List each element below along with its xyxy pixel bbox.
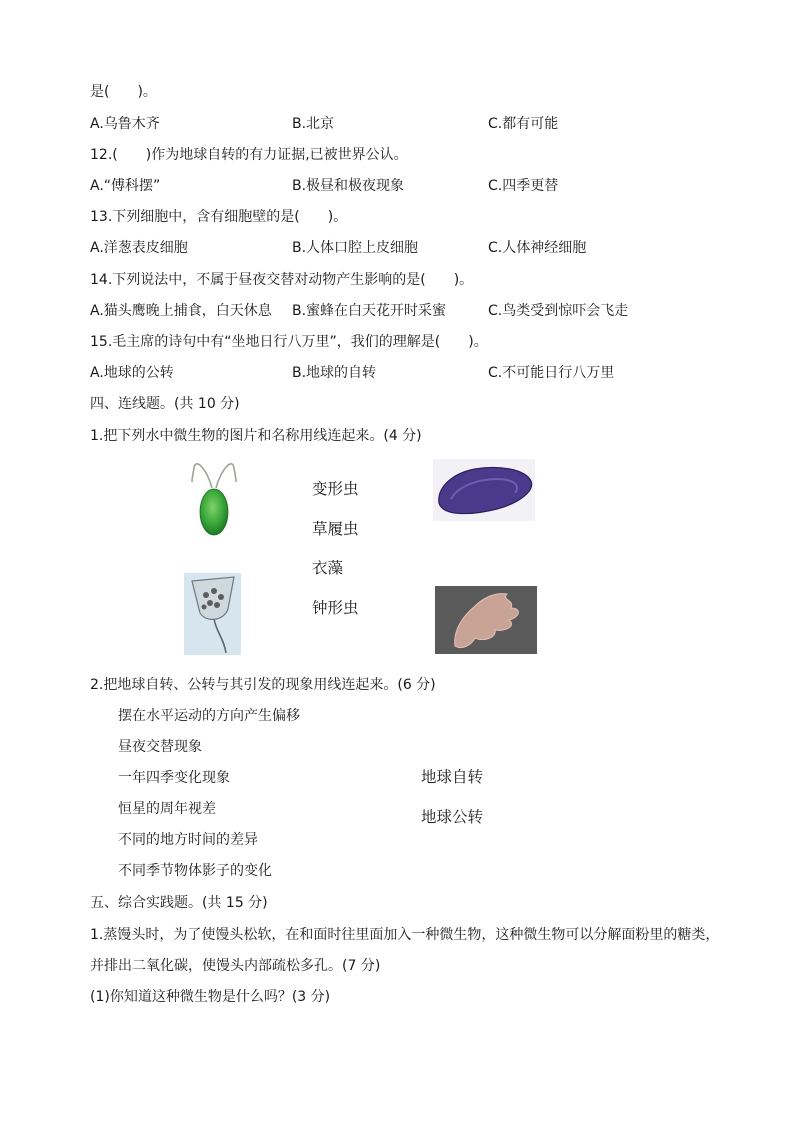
section5-q1-sub1: (1)你知道这种微生物是什么吗？(3 分) <box>90 989 331 1005</box>
q11-tail: 是( )。 <box>90 84 157 100</box>
section4-q2-stem: 2.把地球自转、公转与其引发的现象用线连起来。(6 分) <box>90 677 436 693</box>
section4-title: 四、连线题。(共 10 分) <box>90 396 240 412</box>
section5-q1-line1: 1.蒸馒头时，为了使馒头松软，在和面时往里面加入一种微生物，这种微生物可以分解面粉里的糖类， <box>90 927 720 943</box>
name-chlamydomonas: 衣藻 <box>312 559 344 577</box>
section5-q1-line2: 并排出二氧化碳，使馒头内部疏松多孔。(7 分) <box>90 958 381 974</box>
paramecium-image <box>435 586 537 654</box>
name-paramecium: 草履虫 <box>312 520 359 538</box>
q15-option-a: A.地球的公转 <box>90 365 174 381</box>
q12-option-b: B.极昼和极夜现象 <box>292 178 405 194</box>
q14-option-b: B.蜜蜂在白天花开时采蜜 <box>292 303 447 319</box>
q11-option-a: A.乌鲁木齐 <box>90 116 160 132</box>
q13-option-b: B.人体口腔上皮细胞 <box>292 240 419 256</box>
chlamydomonas-image <box>186 450 242 538</box>
cause-rotation: 地球自转 <box>421 768 484 786</box>
q11-option-c: C.都有可能 <box>488 116 559 132</box>
section5-title: 五、综合实践题。(共 15 分) <box>90 895 268 911</box>
q13-option-c: C.人体神经细胞 <box>488 240 587 256</box>
q11-option-b: B.北京 <box>292 116 335 132</box>
cause-revolution: 地球公转 <box>421 808 484 826</box>
phenomenon-item: 摆在水平运动的方向产生偏移 <box>118 708 300 724</box>
name-vorticella: 钟形虫 <box>312 599 359 617</box>
phenomenon-item: 昼夜交替现象 <box>118 739 202 755</box>
name-amoeba: 变形虫 <box>312 480 359 498</box>
phenomenon-item: 恒星的周年视差 <box>118 801 216 817</box>
q15-stem: 15.毛主席的诗句中有“坐地日行八万里”，我们的理解是( )。 <box>90 334 488 350</box>
phenomenon-item: 不同季节物体影子的变化 <box>118 863 272 879</box>
q14-stem: 14.下列说法中，不属于昼夜交替对动物产生影响的是( )。 <box>90 272 474 288</box>
q13-stem: 13.下列细胞中，含有细胞壁的是( )。 <box>90 209 348 225</box>
q15-option-c: C.不可能日行八万里 <box>488 365 615 381</box>
phenomenon-item: 一年四季变化现象 <box>118 770 230 786</box>
q14-option-a: A.猫头鹰晚上捕食，白天休息 <box>90 303 272 319</box>
q13-option-a: A.洋葱表皮细胞 <box>90 240 188 256</box>
q12-stem: 12.( )作为地球自转的有力证据,已被世界公认。 <box>90 147 408 163</box>
q12-option-a: A.“傅科摆” <box>90 178 161 194</box>
q12-option-c: C.四季更替 <box>488 178 559 194</box>
section4-q1-stem: 1.把下列水中微生物的图片和名称用线连起来。(4 分) <box>90 428 422 444</box>
q15-option-b: B.地球的自转 <box>292 365 377 381</box>
vorticella-image <box>184 573 241 655</box>
phenomenon-item: 不同的地方时间的差异 <box>118 832 258 848</box>
amoeba-image <box>433 459 535 521</box>
q14-option-c: C.鸟类受到惊吓会飞走 <box>488 303 629 319</box>
